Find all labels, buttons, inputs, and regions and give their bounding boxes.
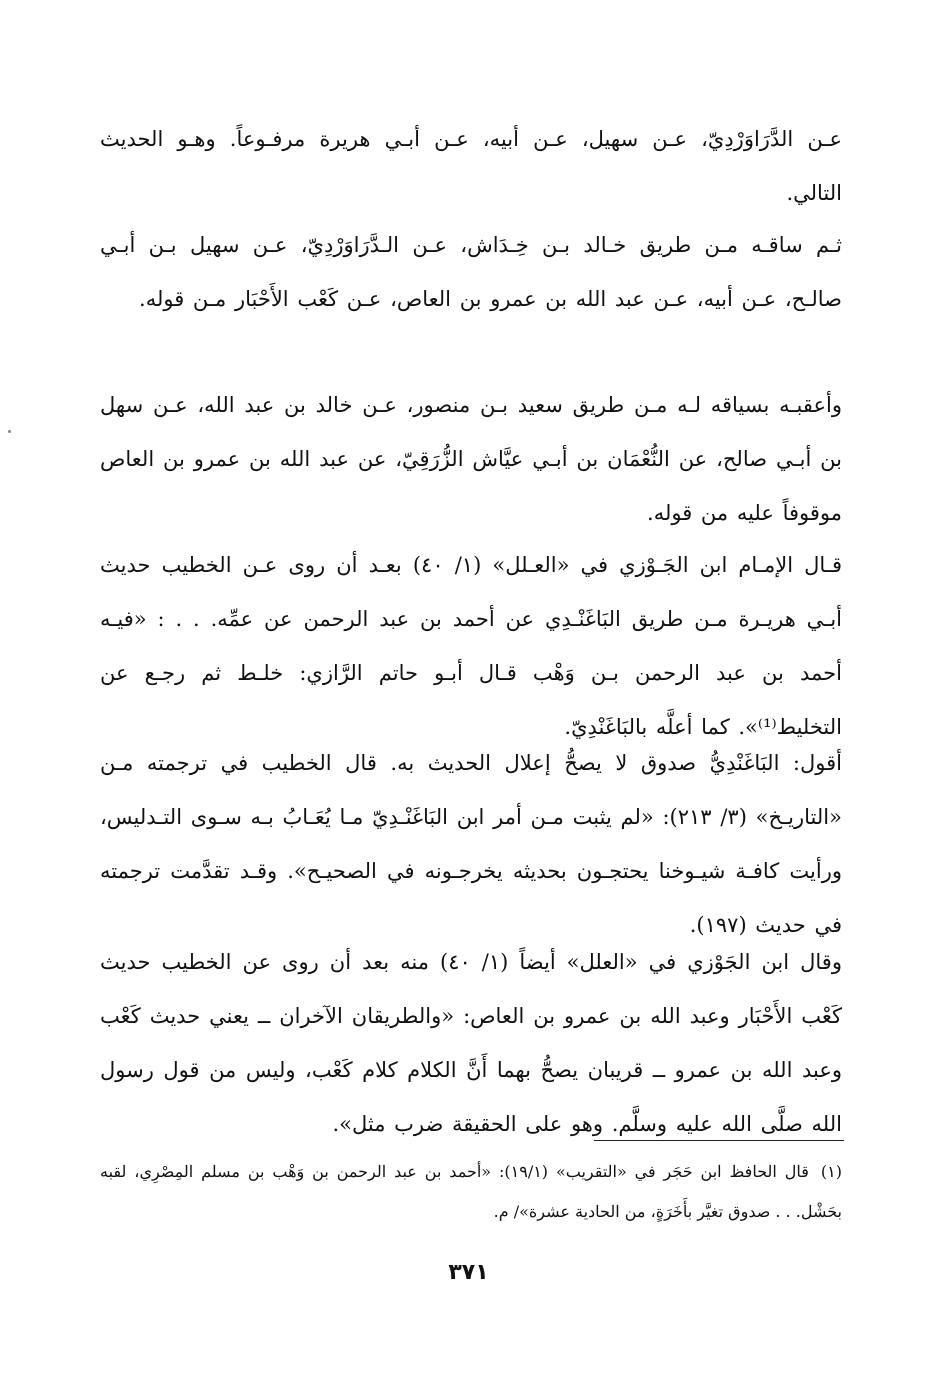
footnote-marker: (١) xyxy=(820,1162,843,1181)
footnote-divider xyxy=(594,1140,844,1141)
paragraph-text: أقول: البَاغَنْدِيُّ صدوق لا يصحُّ إعلال الحديث به. قال الخطيب في ترجمته مـن «التاريـخ» (٣/ ٢١٣): «لم يثبت مـن أمر ابن البَاغَنْـدِيّ مـا يُعَـابُ بـه سـوى التـدليس، ورأيت كافـة شيـوخنا يحتجـون بحديثه يخرجـونه في الصحيـح». وقـد تقدَّمت ترجمته في حديث (١٩٧). xyxy=(100,751,842,937)
footnote xyxy=(100,1152,842,1232)
paragraph-2 xyxy=(100,218,842,326)
paragraph-1 xyxy=(100,112,842,220)
paragraph-3 xyxy=(100,378,842,540)
paragraph-text: عـن الدَّرَاوَرْدِيّ، عـن سهيل، عـن أبيه، عـن أبـي هريرة مرفـوعاً. وهـو الحديث التالي. xyxy=(100,127,842,205)
paragraph-text: وأعقبـه بسياقه لـه مـن طريق سعيد بـن منصور، عـن خالد بن عبد الله، عـن سهل بن أبـي صالح، عن النُّعْمَان بن أبـي عيَّاش الزُّرَقِيّ، عن عبد الله بن عمرو بن العاص موقوفاً عليه من قوله. xyxy=(100,393,842,525)
paragraph-text: ثـم ساقـه مـن طريق خـالد بـن خِـدَاش، عـن الـدَّرَاوَرْدِيّ، عـن سهيل بـن أبـي صالـح، عـن أبيه، عـن عبد الله بن عمرو بن العاص، عـن كَعْب الأَحْبَار مـن قوله. xyxy=(100,233,842,311)
paragraph-5 xyxy=(100,736,842,952)
paragraph-text: قـال الإمـام ابن الجَـوْزي في «العـلل» (١/ ٤٠) بعـد أن روى عـن الخطيب حديث أبـي هريـرة مـن طريق البَاغَنْـدِي عن أحمد بن عبد الرحمن عن عمِّه. . . : «فيـه أحمد بن عبد الرحمن بـن وَهْب قـال أبـو حاتم الرَّازي: خلـط ثم رجـع عن التخليط⁽¹⁾». كما أعلَّه بالبَاغَنْدِيّ. xyxy=(100,553,842,739)
paragraph-text: وقال ابن الجَوْزي في «العلل» أيضاً (١/ ٤٠) منه بعد أن روى عن الخطيب حديث كَعْب الأَحْبَار وعبد الله بن عمرو بن العاص: «والطريقان الآخران ــ يعني حديث كَعْب وعبد الله بن عمرو ــ قريبان يصحُّ بهما أَنَّ الكلام كلام كَعْب، وليس من قول رسول الله صلَّى الله عليه وسلَّم. وهو على الحقيقة ضرب مثل». xyxy=(100,950,842,1136)
paragraph-6 xyxy=(100,935,842,1151)
page-number: ٣٧١ xyxy=(448,1260,489,1285)
paragraph-4 xyxy=(100,538,842,754)
scan-speck xyxy=(8,430,11,433)
footnote-text: قال الحافظ ابن حَجَر في «التقريب» (١٩/١): «أحمد بن عبد الرحمن بن وَهْب بن مسلم المِصْرِي، لقبه بحَشْل. . . صدوق تغيَّر بأَخَرَةٍ، من الحادية عشرة»/ م. xyxy=(100,1162,842,1221)
